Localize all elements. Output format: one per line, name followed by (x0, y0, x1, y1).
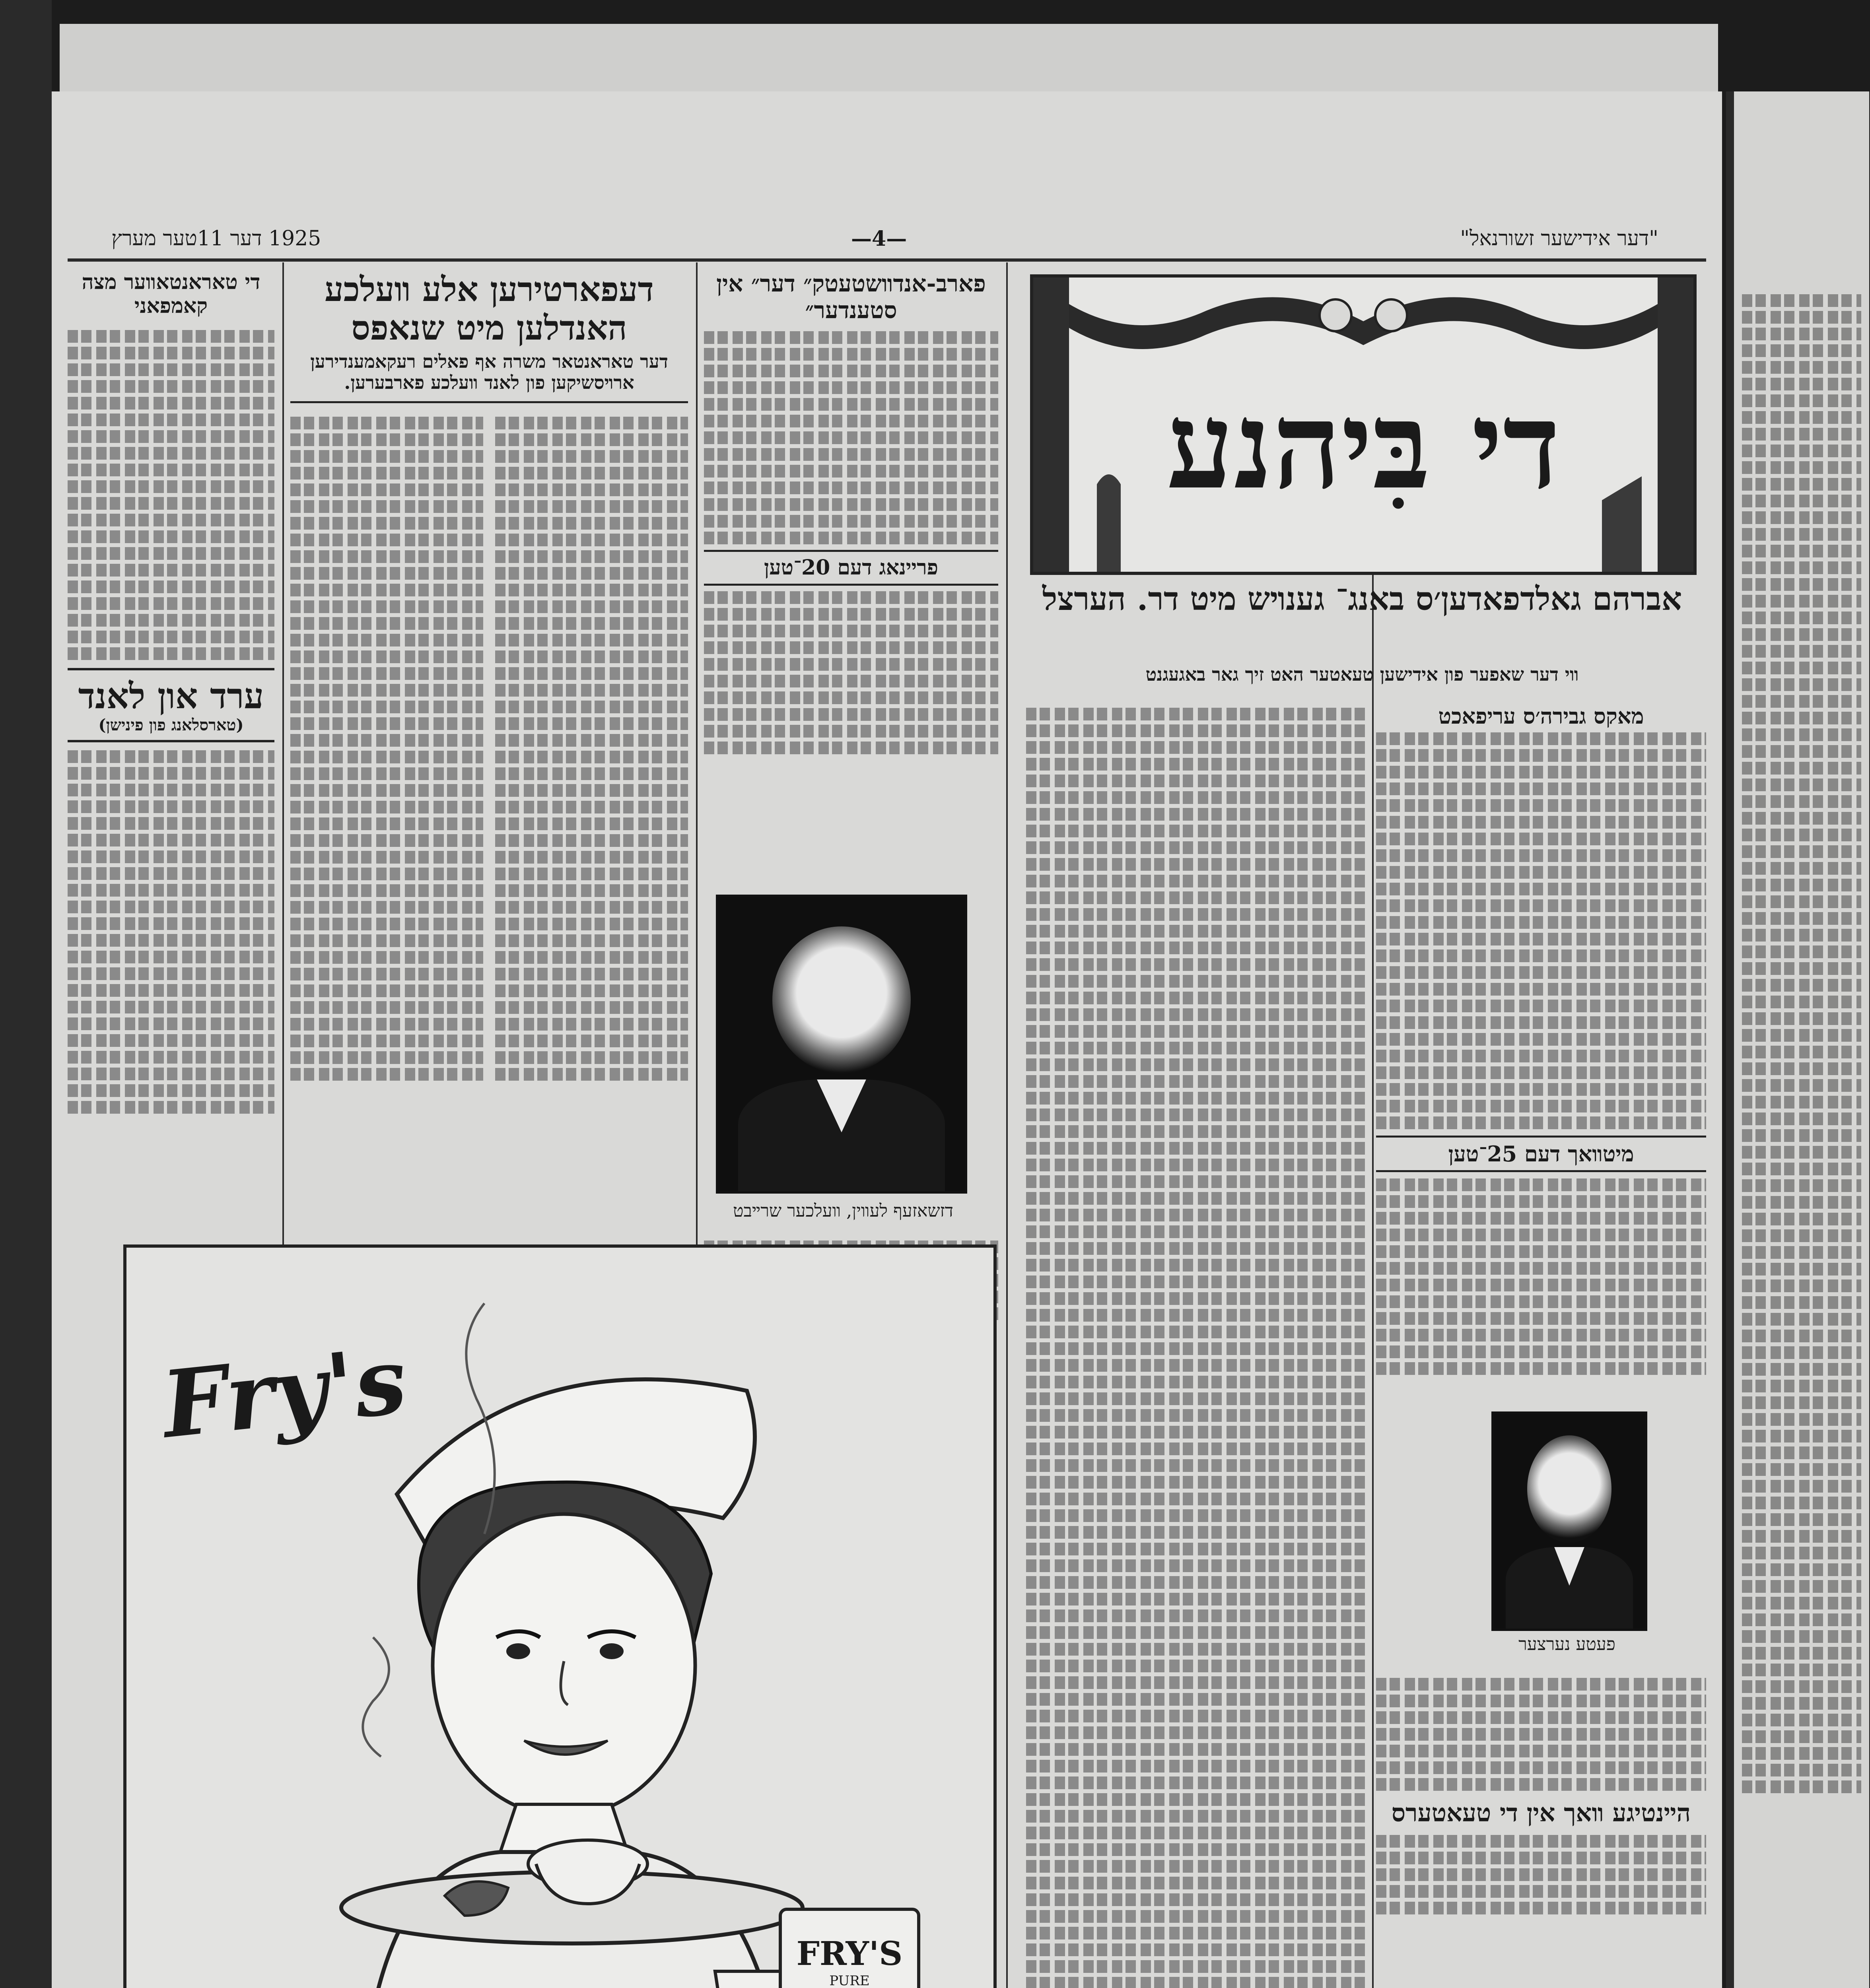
performer-face (1527, 1435, 1612, 1543)
header-date: 1925 דער 11טער מערץ (111, 227, 321, 250)
sidebar-headline: די טאראנטאװער מצה קאמפאני (82, 270, 260, 318)
middle-article (704, 266, 998, 1340)
frys-logo: Fry's (157, 1326, 412, 1459)
weekly-theatre-heading: הײנטיגע װאך אין די טעאטערס (1391, 1798, 1691, 1827)
left-article-text-col-2 (290, 413, 483, 1085)
middle-article-text (704, 331, 998, 544)
middle-article-headline: פארב-אנדװשטעטק״ דער״ אין סטענדער״ (716, 270, 986, 324)
byline-article (1376, 704, 1706, 1379)
column-rule (1006, 262, 1008, 1988)
cocoa-can-brand: FRY'S (796, 1935, 903, 1973)
theatre-section-title: די בִּיהנע (1166, 375, 1561, 516)
portrait-face (772, 926, 910, 1074)
column-rule (282, 262, 284, 1336)
nurse-illustration (126, 1295, 993, 1988)
sidebar-section-subtitle: (טארסלאנג פון פינישן) (98, 715, 244, 734)
adjacent-page-edge (1726, 91, 1869, 1988)
sidebar-left (68, 266, 274, 1340)
adjacent-page-text (1726, 91, 1869, 1793)
column-rule (696, 262, 698, 1336)
theatre-lead-subhead: װי דער שאפער פון אידישען טעאטער האט זיך גאר באגעגנט (1145, 664, 1579, 685)
header-paper-name: "דער אידישער זשורנאל" (1460, 227, 1658, 250)
theatre-section (1018, 266, 1706, 1988)
weekly-theatre-text (1376, 1835, 1706, 1914)
left-article (290, 266, 688, 1340)
section-wednesday: מיטװאך דעם 25־טען (1376, 1136, 1706, 1172)
theatre-masthead (1030, 274, 1697, 575)
lead-article-text (1026, 704, 1368, 1988)
left-article-headline: דעפארטירען אלע װעלכע האנדלען מיט שנאפס (325, 270, 654, 348)
weekly-theatre-article (1376, 1674, 1706, 1918)
sidebar-body-text (68, 750, 274, 1114)
newspaper-page (52, 91, 1722, 1988)
portrait-caption: דזשאזעף לעװין, װעלכער שרײבט (733, 1201, 953, 1221)
theatre-lead-headline: אברהם גאלדפאדען׳ס באנג־ גענױש מיט דר. הערצל (1042, 580, 1682, 617)
left-article-subhead: דער טאראנטאר משרה אף פאלים רעקאמענדירען ארױסשיקען פון לאנד װעלכע פארבערען. (290, 351, 688, 403)
middle-article-text (704, 591, 998, 754)
performer-photo (1491, 1411, 1647, 1631)
portrait-photo (716, 895, 967, 1194)
left-article-text-col-1 (495, 413, 688, 1085)
weekly-theatre-text (1376, 1678, 1706, 1791)
sidebar-section-title: ערד און לאנד (78, 675, 264, 716)
header-rule (68, 258, 1706, 262)
cocoa-can (779, 1908, 920, 1988)
frys-cocoa-ad (123, 1244, 997, 1988)
middle-article-section: פריינאג דעם 20־טען (704, 550, 998, 586)
scan-border-left (0, 0, 52, 1988)
wednesday-text (1376, 1178, 1706, 1375)
byline-article-text (1376, 732, 1706, 1129)
byline-headline: מאקס גבירה׳ס עריפאכט (1438, 703, 1644, 729)
sidebar-body-text (68, 330, 274, 660)
performer-caption: פעטע נערצער (1518, 1634, 1615, 1654)
binding-shadow (1726, 91, 1734, 1988)
cocoa-can-pure: PURE (829, 1973, 870, 1988)
header-page-number: —4— (851, 227, 907, 251)
